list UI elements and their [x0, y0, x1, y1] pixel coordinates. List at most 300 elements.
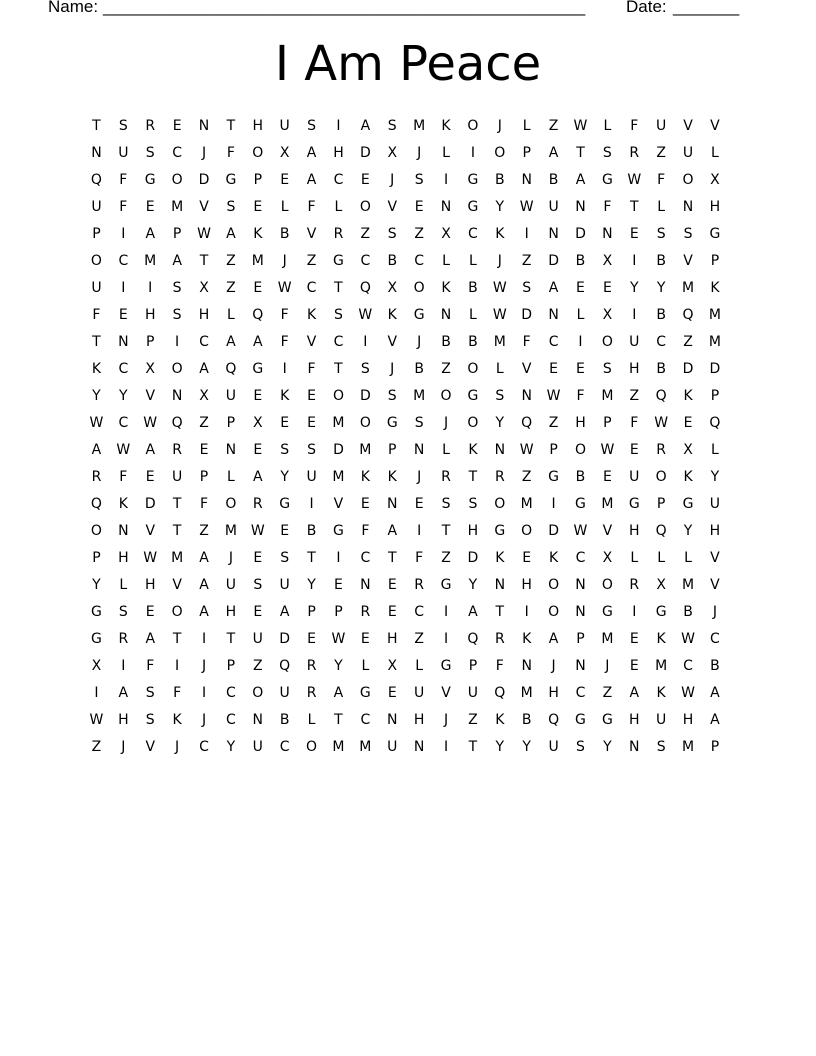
grid-cell: I — [336, 550, 341, 566]
grid-cell: Y — [334, 658, 343, 674]
grid-cell: M — [359, 739, 372, 755]
grid-cell: M — [332, 415, 345, 431]
grid-cell: I — [282, 361, 287, 377]
grid-cell: J — [551, 658, 556, 674]
grid-cell: H — [333, 145, 344, 161]
grid-cell: Y — [92, 388, 101, 404]
grid-cell: K — [118, 496, 128, 512]
grid-cell: F — [280, 334, 289, 350]
grid-cell: S — [172, 280, 182, 296]
grid-cell: K — [441, 118, 451, 134]
grid-cell: L — [307, 712, 316, 728]
grid-cell: S — [360, 361, 370, 377]
grid-cell: I — [524, 226, 529, 242]
grid-cell: E — [387, 685, 397, 701]
grid-cell: T — [629, 199, 639, 215]
grid-cell: P — [307, 604, 316, 620]
grid-cell: C — [414, 604, 425, 620]
name-field-line: ___________________________________________________ — [103, 0, 586, 16]
grid-cell: E — [414, 496, 424, 512]
grid-cell: N — [575, 604, 586, 620]
grid-cell: E — [602, 469, 612, 485]
grid-cell: E — [334, 577, 343, 593]
grid-cell: O — [467, 415, 479, 431]
grid-cell: Z — [602, 685, 613, 701]
grid-cell: Z — [306, 253, 317, 269]
grid-row — [83, 599, 743, 626]
grid-cell: T — [92, 334, 101, 350]
grid-cell: Q — [521, 415, 533, 431]
grid-cell: M — [601, 496, 614, 512]
grid-cell: O — [574, 442, 586, 458]
grid-cell: P — [199, 469, 209, 485]
grid-row — [83, 545, 743, 572]
grid-cell: E — [172, 118, 182, 134]
grid-cell: F — [173, 685, 182, 701]
grid-cell: T — [307, 550, 316, 566]
grid-cell: N — [413, 739, 425, 755]
grid-cell: L — [415, 658, 424, 674]
grid-cell: U — [91, 199, 102, 215]
grid-cell: Q — [252, 307, 264, 323]
grid-cell: H — [386, 631, 398, 647]
grid-cell: S — [280, 550, 290, 566]
grid-cell: O — [601, 334, 613, 350]
grid-cell: L — [119, 577, 128, 593]
grid-cell: J — [175, 739, 180, 755]
grid-cell: Y — [656, 280, 666, 296]
grid-cell: A — [199, 361, 209, 377]
grid-cell: E — [387, 577, 397, 593]
grid-cell: O — [90, 253, 102, 269]
grid-cell: I — [94, 685, 99, 701]
grid-cell: U — [467, 685, 479, 701]
grid-cell: I — [632, 253, 637, 269]
grid-cell: J — [417, 145, 422, 161]
grid-cell: D — [144, 496, 156, 512]
grid-cell: Y — [495, 199, 505, 215]
grid-cell: Y — [495, 415, 505, 431]
grid-cell: R — [306, 685, 317, 701]
grid-cell: E — [549, 361, 559, 377]
grid-cell: Q — [655, 523, 667, 539]
grid-cell: U — [279, 685, 290, 701]
grid-cell: N — [494, 442, 506, 458]
grid-cell: X — [252, 415, 263, 431]
grid-cell: D — [548, 523, 559, 539]
grid-cell: I — [121, 226, 126, 242]
grid-cell: W — [681, 631, 695, 647]
grid-cell: H — [118, 550, 129, 566]
grid-cell: P — [253, 172, 263, 188]
grid-cell: A — [91, 442, 102, 458]
grid-cell: C — [656, 334, 667, 350]
grid-cell: V — [683, 253, 693, 269]
grid-cell: K — [522, 631, 532, 647]
grid-cell: G — [467, 388, 479, 404]
grid-cell: I — [121, 280, 126, 296]
grid-cell: E — [629, 442, 639, 458]
grid-cell: D — [359, 388, 371, 404]
grid-cell: Z — [656, 145, 666, 161]
grid-cell: R — [629, 145, 640, 161]
grid-cell: K — [441, 280, 451, 296]
grid-cell: L — [226, 469, 235, 485]
grid-cell: D — [467, 550, 479, 566]
grid-cell: Y — [226, 739, 236, 755]
grid-cell: S — [522, 280, 532, 296]
header — [48, 0, 748, 19]
grid-row — [83, 410, 743, 437]
grid-cell: U — [414, 685, 425, 701]
grid-cell: O — [440, 388, 452, 404]
grid-cell: D — [682, 361, 694, 377]
grid-cell: E — [307, 388, 316, 404]
grid-cell: H — [548, 685, 559, 701]
grid-cell: M — [655, 658, 668, 674]
grid-cell: F — [361, 523, 370, 539]
grid-cell: B — [495, 172, 505, 188]
grid-cell: T — [387, 550, 397, 566]
grid-cell: G — [333, 253, 344, 269]
grid-cell: A — [387, 523, 398, 539]
grid-cell: Y — [119, 388, 128, 404]
grid-cell: B — [656, 253, 666, 269]
grid-cell: R — [494, 631, 505, 647]
grid-cell: G — [655, 604, 667, 620]
grid-cell: P — [172, 226, 182, 242]
grid-cell: P — [710, 388, 720, 404]
grid-cell: N — [682, 199, 694, 215]
grid-cell: W — [197, 226, 211, 242]
grid-cell: W — [277, 280, 292, 296]
grid-cell: C — [226, 712, 236, 728]
grid-cell: U — [682, 145, 694, 161]
grid-cell: C — [575, 550, 586, 566]
grid-cell: M — [171, 550, 184, 566]
grid-cell: K — [548, 550, 559, 566]
grid-cell: D — [359, 145, 371, 161]
grid-cell: W — [573, 118, 588, 134]
grid-cell: O — [359, 415, 371, 431]
grid-cell: T — [172, 523, 182, 539]
grid-cell: W — [546, 388, 561, 404]
grid-cell: K — [468, 442, 478, 458]
grid-row — [83, 383, 743, 410]
grid-cell: Z — [548, 415, 559, 431]
grid-cell: N — [360, 577, 371, 593]
grid-cell: N — [118, 523, 129, 539]
grid-cell: I — [443, 631, 449, 647]
grid-cell: C — [548, 334, 559, 350]
grid-cell: R — [306, 658, 317, 674]
grid-row — [83, 707, 743, 734]
grid-cell: X — [199, 280, 209, 296]
grid-cell: Y — [280, 469, 289, 485]
grid-cell: T — [576, 145, 585, 161]
grid-cell: N — [440, 307, 452, 323]
grid-cell: E — [602, 280, 612, 296]
grid-cell: C — [306, 280, 317, 296]
grid-cell: Q — [494, 685, 506, 701]
grid-cell: G — [333, 523, 344, 539]
grid-cell: Z — [521, 469, 532, 485]
grid-cell: S — [387, 388, 397, 404]
grid-cell: Z — [521, 253, 532, 269]
grid-cell: E — [253, 604, 263, 620]
grid-cell: F — [146, 658, 155, 674]
grid-cell: U — [629, 334, 640, 350]
grid-cell: H — [682, 712, 694, 728]
grid-cell: B — [279, 226, 290, 242]
grid-cell: P — [710, 739, 720, 755]
grid-cell: W — [492, 307, 507, 323]
grid-cell: E — [576, 280, 585, 296]
grid-cell: W — [681, 685, 695, 701]
grid-cell: S — [656, 739, 666, 755]
grid-cell: O — [306, 739, 318, 755]
grid-cell: J — [201, 712, 207, 728]
grid-cell: U — [387, 739, 398, 755]
grid-cell: L — [469, 253, 477, 269]
grid-cell: L — [226, 307, 235, 323]
grid-cell: I — [524, 604, 529, 620]
grid-cell: Y — [92, 577, 101, 593]
grid-cell: S — [145, 145, 155, 161]
grid-cell: P — [334, 604, 343, 620]
grid-cell: W — [143, 550, 158, 566]
grid-cell: E — [253, 280, 263, 296]
grid-cell: X — [710, 172, 720, 188]
grid-cell: V — [145, 523, 156, 539]
grid-cell: K — [387, 307, 397, 323]
grid-cell: U — [629, 469, 640, 485]
grid-cell: G — [601, 172, 613, 188]
grid-cell: S — [602, 145, 612, 161]
grid-cell: E — [629, 631, 639, 647]
grid-cell: F — [522, 334, 531, 350]
grid-cell: T — [334, 280, 343, 296]
grid-cell: N — [225, 442, 237, 458]
grid-cell: P — [226, 658, 236, 674]
grid-cell: F — [576, 388, 585, 404]
grid-cell: B — [279, 712, 290, 728]
grid-cell: G — [252, 361, 264, 377]
grid-cell: H — [118, 712, 129, 728]
grid-cell: O — [548, 577, 560, 593]
grid-row — [83, 437, 743, 464]
grid-cell: N — [521, 172, 532, 188]
grid-cell: E — [253, 199, 263, 215]
grid-cell: E — [629, 226, 639, 242]
grid-cell: S — [414, 415, 424, 431]
grid-cell: V — [145, 388, 156, 404]
grid-cell: N — [521, 658, 532, 674]
grid-cell: E — [683, 415, 693, 431]
grid-cell: N — [118, 334, 129, 350]
grid-cell: C — [333, 172, 344, 188]
grid-cell: W — [89, 712, 104, 728]
grid-cell: G — [440, 577, 452, 593]
grid-cell: S — [172, 307, 182, 323]
grid-cell: K — [683, 388, 693, 404]
grid-cell: U — [306, 469, 317, 485]
grid-cell: A — [199, 550, 209, 566]
grid-cell: V — [710, 550, 720, 566]
grid-cell: C — [360, 712, 371, 728]
grid-cell: U — [656, 118, 667, 134]
grid-cell: M — [520, 496, 533, 512]
grid-cell: Q — [359, 280, 371, 296]
grid-cell: I — [336, 118, 341, 134]
grid-cell: C — [360, 253, 371, 269]
grid-cell: A — [199, 577, 209, 593]
grid-cell: T — [172, 496, 182, 512]
grid-cell: A — [468, 604, 478, 620]
grid-cell: N — [387, 712, 398, 728]
grid-cell: R — [360, 604, 371, 620]
grid-cell: N — [548, 307, 559, 323]
grid-cell: C — [172, 145, 182, 161]
grid-cell: M — [332, 739, 345, 755]
grid-cell: F — [119, 172, 128, 188]
grid-cell: N — [629, 739, 640, 755]
grid-cell: H — [225, 604, 237, 620]
grid-cell: N — [575, 577, 586, 593]
grid-cell: V — [145, 739, 156, 755]
grid-cell: Z — [441, 550, 451, 566]
grid-row — [83, 113, 743, 140]
grid-cell: S — [387, 226, 397, 242]
grid-cell: T — [172, 631, 182, 647]
grid-cell: I — [470, 145, 475, 161]
grid-cell: I — [175, 658, 180, 674]
grid-cell: F — [119, 469, 128, 485]
grid-cell: E — [387, 604, 397, 620]
grid-cell: W — [573, 523, 588, 539]
grid-cell: U — [252, 631, 263, 647]
grid-cell: X — [656, 577, 666, 593]
grid-cell: C — [226, 685, 236, 701]
grid-cell: V — [521, 361, 532, 377]
grid-cell: U — [548, 739, 559, 755]
grid-cell: F — [307, 361, 316, 377]
grid-cell: C — [199, 334, 209, 350]
grid-cell: F — [415, 550, 424, 566]
grid-cell: P — [226, 415, 236, 431]
grid-cell: W — [600, 442, 615, 458]
grid-cell: H — [521, 577, 532, 593]
grid-cell: N — [387, 496, 398, 512]
grid-cell: Z — [548, 118, 559, 134]
grid-cell: Z — [629, 388, 640, 404]
grid-cell: G — [413, 307, 425, 323]
grid-cell: A — [575, 172, 586, 188]
grid-cell: E — [253, 442, 263, 458]
grid-cell: I — [632, 604, 637, 620]
grid-row — [83, 248, 743, 275]
grid-cell: Y — [522, 739, 531, 755]
grid-cell: V — [387, 334, 398, 350]
grid-cell: K — [306, 307, 317, 323]
grid-cell: A — [199, 604, 209, 620]
grid-row — [83, 734, 743, 761]
grid-cell: Z — [199, 415, 209, 431]
grid-cell: V — [710, 577, 720, 593]
grid-cell: M — [708, 307, 721, 323]
grid-cell: V — [306, 334, 317, 350]
grid-cell: X — [602, 550, 613, 566]
grid-cell: E — [522, 550, 532, 566]
grid-cell: J — [497, 118, 502, 134]
grid-cell: T — [199, 253, 209, 269]
grid-cell: O — [494, 496, 506, 512]
grid-cell: A — [360, 118, 371, 134]
grid-cell: S — [145, 712, 155, 728]
grid-cell: B — [656, 307, 666, 323]
grid-cell: E — [199, 442, 209, 458]
grid-cell: A — [253, 469, 263, 485]
grid-cell: B — [468, 334, 478, 350]
grid-cell: L — [442, 145, 450, 161]
grid-cell: D — [575, 226, 586, 242]
grid-cell: P — [522, 145, 531, 161]
grid-cell: Q — [171, 415, 183, 431]
grid-cell: R — [629, 577, 640, 593]
grid-cell: L — [711, 145, 719, 161]
grid-cell: S — [683, 226, 693, 242]
grid-cell: O — [601, 577, 613, 593]
grid-cell: Q — [90, 172, 102, 188]
grid-cell: X — [441, 226, 451, 242]
grid-cell: W — [519, 199, 534, 215]
grid-cell: K — [495, 226, 505, 242]
grid-row — [83, 194, 743, 221]
grid-cell: J — [390, 361, 395, 377]
grid-cell: I — [121, 658, 126, 674]
grid-cell: M — [171, 199, 184, 215]
grid-cell: X — [602, 253, 613, 269]
grid-cell: O — [171, 172, 183, 188]
grid-cell: J — [497, 253, 502, 269]
grid-cell: A — [548, 280, 559, 296]
grid-cell: E — [360, 496, 370, 512]
grid-cell: A — [145, 631, 156, 647]
grid-cell: I — [148, 280, 153, 296]
grid-cell: L — [495, 361, 504, 377]
grid-cell: M — [251, 253, 264, 269]
grid-cell: S — [495, 388, 505, 404]
grid-cell: E — [629, 658, 639, 674]
grid-cell: N — [575, 658, 586, 674]
grid-cell: I — [632, 307, 637, 323]
grid-cell: S — [334, 307, 343, 323]
grid-cell: S — [414, 172, 424, 188]
grid-cell: R — [414, 577, 424, 593]
grid-cell: C — [279, 739, 290, 755]
grid-cell: D — [198, 172, 210, 188]
grid-cell: I — [175, 334, 180, 350]
grid-cell: T — [495, 604, 505, 620]
grid-cell: C — [199, 739, 209, 755]
grid-cell: O — [171, 604, 183, 620]
grid-cell: Z — [226, 253, 236, 269]
grid-cell: S — [468, 496, 478, 512]
grid-cell: C — [118, 415, 129, 431]
grid-cell: K — [683, 469, 693, 485]
grid-cell: L — [603, 118, 612, 134]
grid-cell: W — [358, 307, 373, 323]
